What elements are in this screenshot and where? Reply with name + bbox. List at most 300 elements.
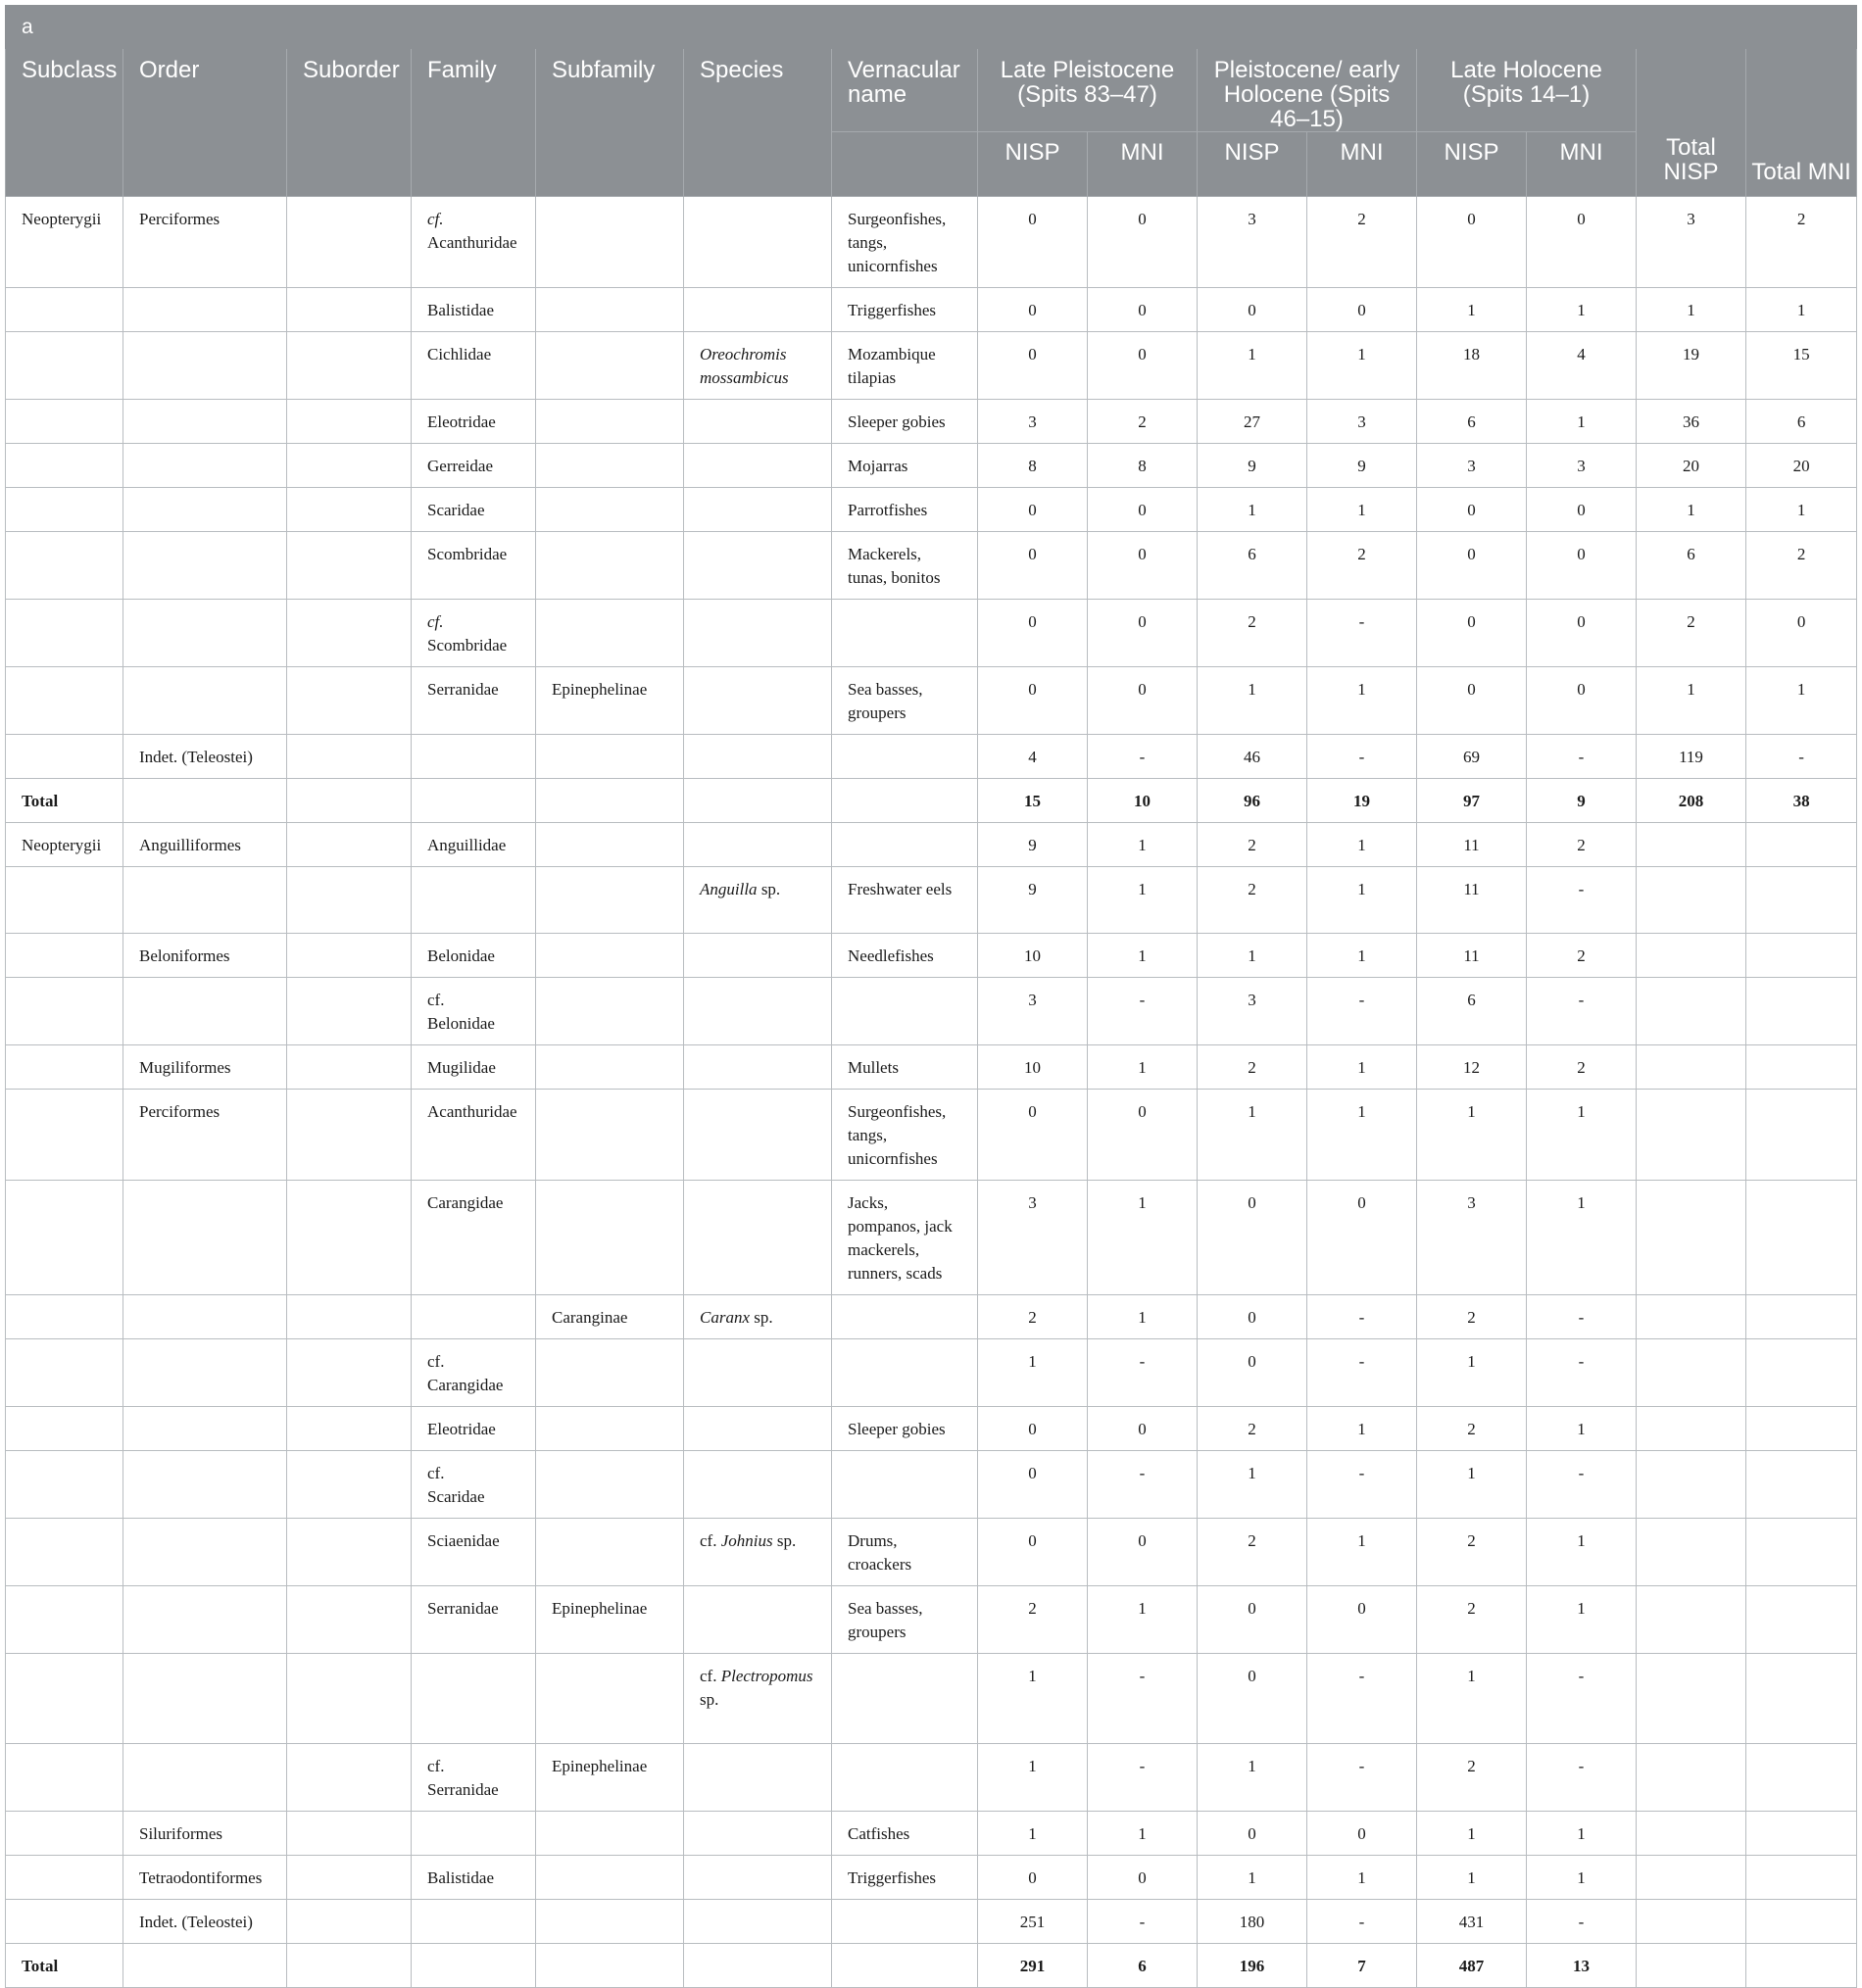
- cell-species: [684, 600, 832, 667]
- cell-subfamily: [536, 1181, 684, 1295]
- cell-total-nisp: 2: [1637, 600, 1746, 667]
- cell-pe-mni: 2: [1307, 532, 1417, 600]
- cell-total-mni: 20: [1746, 444, 1857, 488]
- cell-lh-nisp: 2: [1417, 1295, 1527, 1339]
- cell-lp-nisp: 15: [978, 779, 1088, 823]
- cell-pe-mni: 1: [1307, 332, 1417, 400]
- cell-species: [684, 1856, 832, 1900]
- cell-vernacular: [832, 1451, 978, 1519]
- cell-pe-nisp: 9: [1198, 444, 1307, 488]
- cell-subfamily: Epinephelinae: [536, 1586, 684, 1654]
- cell-pe-nisp: 1: [1198, 1744, 1307, 1812]
- cell-vernacular: [832, 1339, 978, 1407]
- cell-lh-mni: 9: [1527, 779, 1637, 823]
- cell-lh-mni: 2: [1527, 934, 1637, 978]
- cell-subfamily: [536, 934, 684, 978]
- cell-lp-mni: -: [1088, 1451, 1198, 1519]
- cell-lh-mni: 4: [1527, 332, 1637, 400]
- cell-family: [412, 1519, 536, 1586]
- header-lp-mni: MNI: [1088, 132, 1198, 197]
- cell-suborder: [287, 978, 412, 1045]
- cell-pe-nisp: 2: [1198, 823, 1307, 867]
- cell-pe-nisp: 0: [1198, 1295, 1307, 1339]
- cell-subclass: [6, 1654, 123, 1744]
- cell-species: [684, 1900, 832, 1944]
- family-name: Sciaenidae: [427, 1531, 500, 1550]
- table-row: [6, 1519, 1857, 1586]
- cell-suborder: [287, 1586, 412, 1654]
- header-subclass: Subclass: [6, 49, 123, 197]
- table-row: [6, 1856, 1857, 1900]
- cell-order: Perciformes: [123, 1090, 287, 1181]
- cell-lh-mni: 1: [1527, 1812, 1637, 1856]
- cell-lp-nisp: 8: [978, 444, 1088, 488]
- cell-lp-nisp: 0: [978, 197, 1088, 288]
- species-name: Caranx: [700, 1308, 750, 1327]
- cell-vernacular: [832, 735, 978, 779]
- cell-order: [123, 1451, 287, 1519]
- cell-family: [412, 1407, 536, 1451]
- cell-lh-nisp: 487: [1417, 1944, 1527, 1988]
- table-total-row: [6, 779, 1857, 823]
- header-family: Family: [412, 49, 536, 197]
- cell-lh-mni: -: [1527, 1744, 1637, 1812]
- table-row: [6, 867, 1857, 934]
- cell-order: Tetraodontiformes: [123, 1856, 287, 1900]
- cell-vernacular: Freshwater eels: [832, 867, 978, 934]
- cell-lp-mni: -: [1088, 1900, 1198, 1944]
- cell-lh-mni: 0: [1527, 532, 1637, 600]
- cell-lp-mni: -: [1088, 1744, 1198, 1812]
- table-row: [6, 1451, 1857, 1519]
- family-name: Serranidae: [427, 1780, 499, 1799]
- cell-order: [123, 600, 287, 667]
- cell-family: [412, 1090, 536, 1181]
- table-row: [6, 332, 1857, 400]
- cell-lp-nisp: 4: [978, 735, 1088, 779]
- cell-lp-mni: 1: [1088, 1181, 1198, 1295]
- cell-lh-nisp: 69: [1417, 735, 1527, 779]
- header-pe-mni: MNI: [1307, 132, 1417, 197]
- cell-subclass: [6, 867, 123, 934]
- cell-subfamily: [536, 735, 684, 779]
- family-name: Carangidae: [427, 1376, 504, 1394]
- cell-lh-mni: -: [1527, 1295, 1637, 1339]
- cell-lh-mni: 1: [1527, 288, 1637, 332]
- cell-subfamily: [536, 1654, 684, 1744]
- table-row: [6, 288, 1857, 332]
- cell-vernacular: Triggerfishes: [832, 1856, 978, 1900]
- cell-lh-mni: 1: [1527, 1090, 1637, 1181]
- cell-pe-mni: 7: [1307, 1944, 1417, 1988]
- cell-lh-nisp: 97: [1417, 779, 1527, 823]
- cell-lp-mni: 10: [1088, 779, 1198, 823]
- cell-lh-mni: -: [1527, 978, 1637, 1045]
- cell-lh-mni: 13: [1527, 1944, 1637, 1988]
- cell-suborder: [287, 532, 412, 600]
- cell-total-nisp: [1637, 1451, 1746, 1519]
- cell-order: [123, 779, 287, 823]
- cell-suborder: [287, 1451, 412, 1519]
- cell-pe-nisp: 46: [1198, 735, 1307, 779]
- cell-total-mni: 15: [1746, 332, 1857, 400]
- cell-total-nisp: [1637, 1744, 1746, 1812]
- cell-order: Beloniformes: [123, 934, 287, 978]
- cell-family: [412, 1812, 536, 1856]
- cell-total-nisp: [1637, 1812, 1746, 1856]
- cell-vernacular: Sleeper gobies: [832, 1407, 978, 1451]
- cell-total-nisp: [1637, 1181, 1746, 1295]
- cell-lp-mni: -: [1088, 1339, 1198, 1407]
- header-total-mni: Total MNI: [1746, 49, 1857, 197]
- cell-total-mni: 38: [1746, 779, 1857, 823]
- header-lh-nisp: NISP: [1417, 132, 1527, 197]
- cell-subclass: [6, 1090, 123, 1181]
- table-row: [6, 1045, 1857, 1090]
- cell-total-mni: [1746, 823, 1857, 867]
- cell-lp-mni: 0: [1088, 332, 1198, 400]
- cell-lh-nisp: 6: [1417, 400, 1527, 444]
- cell-pe-mni: -: [1307, 1744, 1417, 1812]
- cell-subclass: [6, 1407, 123, 1451]
- table-row: [6, 978, 1857, 1045]
- cell-subfamily: [536, 1900, 684, 1944]
- cell-suborder: [287, 1090, 412, 1181]
- header-vernacular: Vernacular name: [832, 49, 978, 132]
- cell-lp-nisp: 0: [978, 532, 1088, 600]
- cell-lp-mni: -: [1088, 1654, 1198, 1744]
- cell-lp-nisp: 0: [978, 288, 1088, 332]
- cell-family: [412, 288, 536, 332]
- cell-pe-mni: 0: [1307, 1181, 1417, 1295]
- cell-lp-mni: 1: [1088, 823, 1198, 867]
- cell-lh-nisp: 18: [1417, 332, 1527, 400]
- cell-species: [684, 978, 832, 1045]
- cell-total-nisp: [1637, 978, 1746, 1045]
- cell-total-nisp: [1637, 1900, 1746, 1944]
- cell-subfamily: Epinephelinae: [536, 667, 684, 735]
- cell-subclass: [6, 332, 123, 400]
- family-name: Cichlidae: [427, 345, 492, 364]
- species-name: Plectropomus: [720, 1667, 813, 1685]
- family-name: Scombridae: [427, 636, 508, 655]
- cell-vernacular: Catfishes: [832, 1812, 978, 1856]
- cell-subclass: [6, 1586, 123, 1654]
- table-row: [6, 1339, 1857, 1407]
- cell-species: [684, 1339, 832, 1407]
- cell-lp-nisp: 2: [978, 1295, 1088, 1339]
- cell-pe-mni: 3: [1307, 400, 1417, 444]
- cell-species: [684, 779, 832, 823]
- cell-total-nisp: 20: [1637, 444, 1746, 488]
- cell-subfamily: [536, 1339, 684, 1407]
- cell-subclass: Total: [6, 1944, 123, 1988]
- cell-suborder: [287, 1407, 412, 1451]
- cell-species: [684, 823, 832, 867]
- cell-total-mni: [1746, 978, 1857, 1045]
- cell-total-nisp: 6: [1637, 532, 1746, 600]
- cell-family: [412, 400, 536, 444]
- cell-pe-mni: 9: [1307, 444, 1417, 488]
- cell-species: [684, 1090, 832, 1181]
- cell-species: [684, 1045, 832, 1090]
- cell-total-mni: [1746, 1451, 1857, 1519]
- table-row: [6, 1900, 1857, 1944]
- header-row-1: [6, 49, 1857, 132]
- cell-total-mni: [1746, 1407, 1857, 1451]
- cell-pe-mni: 19: [1307, 779, 1417, 823]
- cell-lp-mni: 6: [1088, 1944, 1198, 1988]
- cell-species: [684, 1812, 832, 1856]
- cell-subfamily: [536, 1407, 684, 1451]
- header-order: Order: [123, 49, 287, 197]
- cell-suborder: [287, 735, 412, 779]
- cell-total-mni: [1746, 1744, 1857, 1812]
- cell-total-mni: [1746, 1856, 1857, 1900]
- cell-species: [684, 667, 832, 735]
- species-name: Johnius: [720, 1531, 773, 1550]
- cell-total-nisp: 1: [1637, 488, 1746, 532]
- table-row: [6, 532, 1857, 600]
- family-name: Scaridae: [427, 501, 485, 519]
- cell-family: [412, 1295, 536, 1339]
- cell-subfamily: [536, 978, 684, 1045]
- cell-species: [684, 1519, 832, 1586]
- cell-lp-mni: 0: [1088, 1407, 1198, 1451]
- cell-lh-mni: -: [1527, 1339, 1637, 1407]
- species-suffix: sp.: [750, 1308, 773, 1327]
- cell-pe-nisp: 2: [1198, 1519, 1307, 1586]
- cell-family: [412, 934, 536, 978]
- cell-vernacular: [832, 1295, 978, 1339]
- table-row: [6, 444, 1857, 488]
- cell-subfamily: [536, 1090, 684, 1181]
- cell-subclass: Total: [6, 779, 123, 823]
- cell-total-nisp: [1637, 1090, 1746, 1181]
- cell-vernacular: Mojarras: [832, 444, 978, 488]
- cell-pe-nisp: 3: [1198, 978, 1307, 1045]
- cell-lh-nisp: 11: [1417, 934, 1527, 978]
- cell-total-mni: [1746, 1900, 1857, 1944]
- cell-total-mni: 1: [1746, 488, 1857, 532]
- cell-suborder: [287, 600, 412, 667]
- cell-lh-mni: 1: [1527, 1181, 1637, 1295]
- header-lh-mni: MNI: [1527, 132, 1637, 197]
- cell-lh-mni: -: [1527, 1451, 1637, 1519]
- cell-subclass: [6, 1744, 123, 1812]
- cell-total-mni: [1746, 1339, 1857, 1407]
- cell-lh-mni: 0: [1527, 197, 1637, 288]
- cell-lp-mni: 1: [1088, 867, 1198, 934]
- cell-total-mni: 2: [1746, 197, 1857, 288]
- cell-subclass: [6, 934, 123, 978]
- cell-pe-mni: 1: [1307, 823, 1417, 867]
- cell-lp-nisp: 10: [978, 1045, 1088, 1090]
- header-late-pleistocene: Late Pleistocene (Spits 83–47): [978, 49, 1198, 132]
- cell-order: [123, 532, 287, 600]
- cell-pe-nisp: 96: [1198, 779, 1307, 823]
- cell-family: [412, 978, 536, 1045]
- cell-total-nisp: [1637, 1586, 1746, 1654]
- cell-pe-mni: -: [1307, 735, 1417, 779]
- cell-total-mni: [1746, 1045, 1857, 1090]
- table-container: [5, 5, 1856, 1988]
- family-name: Belonidae: [427, 946, 495, 965]
- cell-species: [684, 1654, 832, 1744]
- family-name: Serranidae: [427, 1599, 499, 1618]
- cell-species: [684, 1586, 832, 1654]
- cell-lh-nisp: 12: [1417, 1045, 1527, 1090]
- cell-order: Indet. (Teleostei): [123, 1900, 287, 1944]
- cell-lh-nisp: 0: [1417, 488, 1527, 532]
- cell-family: [412, 735, 536, 779]
- cell-subfamily: [536, 444, 684, 488]
- cell-pe-mni: 1: [1307, 1090, 1417, 1181]
- cell-family: [412, 1856, 536, 1900]
- cell-subfamily: [536, 400, 684, 444]
- cell-species: [684, 332, 832, 400]
- cell-family: [412, 1339, 536, 1407]
- cell-total-mni: 0: [1746, 600, 1857, 667]
- cell-lp-nisp: 3: [978, 978, 1088, 1045]
- cell-order: [123, 444, 287, 488]
- cell-order: Siluriformes: [123, 1812, 287, 1856]
- cell-lh-nisp: 3: [1417, 444, 1527, 488]
- table-row: [6, 1586, 1857, 1654]
- species-suffix: sp.: [772, 1531, 797, 1550]
- cell-family: [412, 197, 536, 288]
- table-row: [6, 823, 1857, 867]
- cell-suborder: [287, 1181, 412, 1295]
- cell-suborder: [287, 1295, 412, 1339]
- cell-subclass: [6, 1045, 123, 1090]
- cell-subclass: [6, 444, 123, 488]
- cell-vernacular: Triggerfishes: [832, 288, 978, 332]
- cell-total-nisp: 1: [1637, 667, 1746, 735]
- cell-pe-nisp: 0: [1198, 1339, 1307, 1407]
- cell-suborder: [287, 1045, 412, 1090]
- cell-total-nisp: [1637, 867, 1746, 934]
- cell-subfamily: [536, 1812, 684, 1856]
- cell-order: [123, 488, 287, 532]
- cell-total-mni: [1746, 1181, 1857, 1295]
- cell-vernacular: Sleeper gobies: [832, 400, 978, 444]
- cell-vernacular: [832, 779, 978, 823]
- cell-suborder: [287, 1812, 412, 1856]
- cell-lh-mni: 2: [1527, 1045, 1637, 1090]
- cell-subclass: [6, 1812, 123, 1856]
- cell-subfamily: [536, 1856, 684, 1900]
- cell-lh-nisp: 11: [1417, 823, 1527, 867]
- cell-lp-mni: 0: [1088, 667, 1198, 735]
- cell-pe-nisp: 27: [1198, 400, 1307, 444]
- cell-lh-nisp: 1: [1417, 1339, 1527, 1407]
- cell-lp-mni: 0: [1088, 288, 1198, 332]
- family-name: Belonidae: [427, 1014, 495, 1033]
- cell-pe-nisp: 2: [1198, 600, 1307, 667]
- cell-lh-nisp: 2: [1417, 1519, 1527, 1586]
- cell-species: [684, 1451, 832, 1519]
- family-name: Mugilidae: [427, 1058, 496, 1077]
- cell-family: [412, 1586, 536, 1654]
- cell-subclass: [6, 735, 123, 779]
- cell-lh-mni: 1: [1527, 1407, 1637, 1451]
- cell-species: [684, 1181, 832, 1295]
- cell-lp-nisp: 1: [978, 1812, 1088, 1856]
- family-name: Balistidae: [427, 1868, 494, 1887]
- cell-suborder: [287, 823, 412, 867]
- cell-vernacular: Jacks, pompanos, jack mackerels, runners, scads: [832, 1181, 978, 1295]
- table-row: [6, 1744, 1857, 1812]
- cell-lp-nisp: 251: [978, 1900, 1088, 1944]
- cell-suborder: [287, 288, 412, 332]
- cell-pe-mni: 1: [1307, 1045, 1417, 1090]
- cell-total-nisp: 119: [1637, 735, 1746, 779]
- family-name: Scaridae: [427, 1487, 485, 1506]
- cell-suborder: [287, 488, 412, 532]
- cell-lp-mni: -: [1088, 978, 1198, 1045]
- cell-pe-mni: 0: [1307, 288, 1417, 332]
- cell-species: [684, 288, 832, 332]
- cell-total-mni: [1746, 1586, 1857, 1654]
- cell-order: [123, 1744, 287, 1812]
- cell-pe-mni: -: [1307, 1900, 1417, 1944]
- cell-subclass: [6, 1451, 123, 1519]
- family-name: Scombridae: [427, 545, 508, 563]
- cell-lp-nisp: 9: [978, 823, 1088, 867]
- cell-lh-nisp: 2: [1417, 1407, 1527, 1451]
- cell-vernacular: Mozambique tilapias: [832, 332, 978, 400]
- cell-lh-mni: -: [1527, 735, 1637, 779]
- cell-pe-mni: 1: [1307, 667, 1417, 735]
- cell-species: [684, 532, 832, 600]
- cell-subfamily: Caranginae: [536, 1295, 684, 1339]
- cell-pe-nisp: 1: [1198, 1451, 1307, 1519]
- cell-lp-nisp: 291: [978, 1944, 1088, 1988]
- cell-species: [684, 444, 832, 488]
- cell-subfamily: [536, 532, 684, 600]
- cell-lh-mni: 0: [1527, 600, 1637, 667]
- cell-lh-mni: 0: [1527, 667, 1637, 735]
- cell-suborder: [287, 867, 412, 934]
- cell-lp-nisp: 0: [978, 1407, 1088, 1451]
- table-row: [6, 1407, 1857, 1451]
- species-name: Oreochromis mossambicus: [700, 345, 789, 387]
- cell-order: Mugiliformes: [123, 1045, 287, 1090]
- cell-total-mni: 1: [1746, 667, 1857, 735]
- cell-lh-nisp: 0: [1417, 667, 1527, 735]
- cell-order: [123, 978, 287, 1045]
- cell-total-mni: -: [1746, 735, 1857, 779]
- cell-total-mni: [1746, 867, 1857, 934]
- cell-order: [123, 1295, 287, 1339]
- cell-subclass: [6, 1295, 123, 1339]
- cell-order: [123, 400, 287, 444]
- cell-subclass: [6, 532, 123, 600]
- cell-total-nisp: 208: [1637, 779, 1746, 823]
- cell-subfamily: [536, 1045, 684, 1090]
- cell-family: [412, 1181, 536, 1295]
- cell-total-mni: [1746, 1090, 1857, 1181]
- cell-lp-mni: 1: [1088, 1045, 1198, 1090]
- cell-lp-nisp: 9: [978, 867, 1088, 934]
- cell-lp-nisp: 3: [978, 400, 1088, 444]
- cell-lh-nisp: 11: [1417, 867, 1527, 934]
- cell-family: [412, 667, 536, 735]
- cell-suborder: [287, 400, 412, 444]
- family-name: Acanthuridae: [427, 233, 517, 252]
- cell-family: [412, 823, 536, 867]
